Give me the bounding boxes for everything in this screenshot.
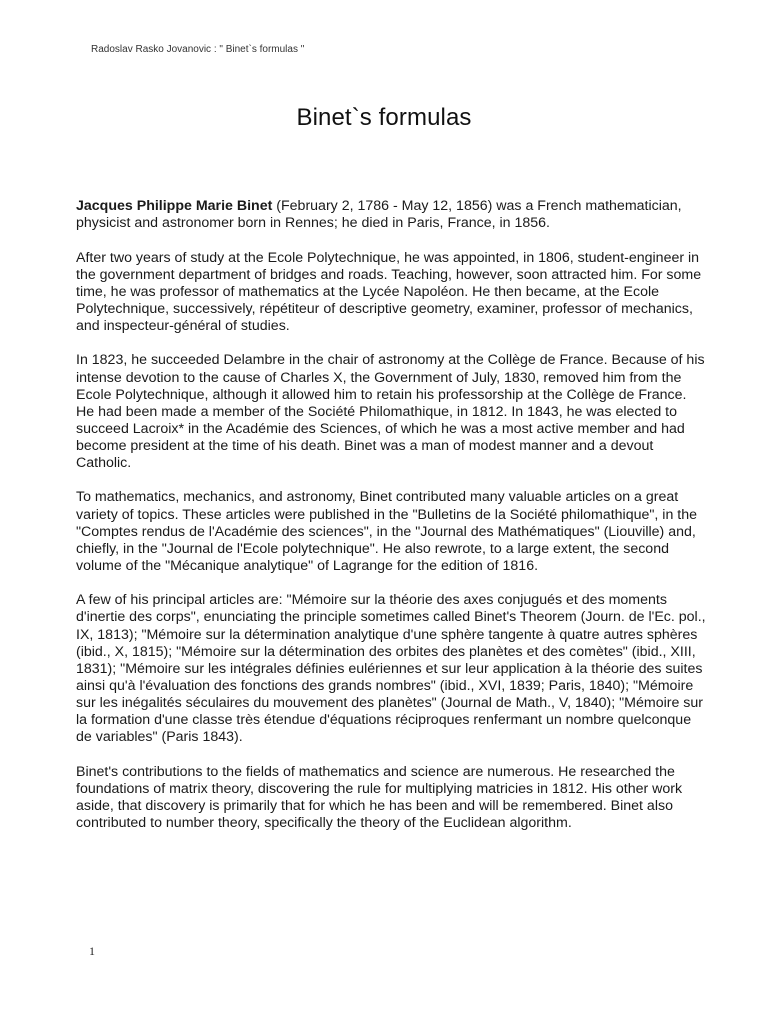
paragraph-publications: To mathematics, mechanics, and astronomy, Binet contributed many valuable articles on a great variety of topics. These articles were published in the "Bulletins de la Société philomathique", in the "Comptes rendus de l'Académie des sciences", in the "Journal des Mathématiques" (Liouville) and, chiefly, in the "Journal de l'Ecole polytechnique". He also rewrote, to a large extent, the second volume of the "Mécanique analytique" of Lagrange for the edition of 1816. [76,489,698,574]
intro-paragraph [76,198,708,232]
paragraph-contributions: Binet's contributions to the fields of mathematics and science are numerous. He researched the foundations of matrix theory, discovering the rule for multiplying matricies in 1812. His other work aside, that discovery is primarily that for which he has been and will be remembered. Binet also contributed to number theory, specifically the theory of the Euclidean algorithm. [76,763,683,831]
page-number: 1 [89,944,95,958]
running-header: Radoslav Rasko Jovanovic : " Binet`s formulas " [91,44,305,55]
subject-name: Jacques Philippe Marie Binet [76,198,273,214]
paragraph-career: In 1823, he succeeded Delambre in the chair of astronomy at the Collège de France. Because of his intense devotion to the cause of Charles X, the Government of July, 1830, removed him from the Ecole Polytechnique, although it allowed him to retain his professorship at the Collège de France. He had been made a member of the Société Philomathique, in 1812. In 1843, he was elected to succeed Lacroix* in the Académie des Sciences, of which he was a most active member and had become president at the time of his death. Binet was a man of modest manner and a devout Catholic. [76,352,705,471]
document-body [76,198,708,849]
paragraph-education: After two years of study at the Ecole Polytechnique, he was appointed, in 1806, student-engineer in the government department of bridges and roads. Teaching, however, soon attracted him. For some time, he was professor of mathematics at the Lycée Napoléon. He then became, at the Ecole Polytechnique, successively, répétiteur of descriptive geometry, examiner, professor of mechanics, and inspecteur-général of studies. [76,249,702,334]
intro-text: (February 2, 1786 - May 12, 1856) was a French mathematician, physicist and astronomer born in Rennes; he died in Paris, France, in 1856. [76,198,682,232]
paragraph-principal-articles: A few of his principal articles are: "Mémoire sur la théorie des axes conjugués et des moments d'inertie des corps", enunciating the principle sometimes called Binet's Theorem (Journ. de l'Ec. pol., IX, 1813); "Mémoire sur la détermination analytique d'une sphère tangente à quatre autres sphères (ibid., X, 1815); "Mémoire sur la détermination des orbites des planètes et des comètes" (ibid., XIII, 1831); "Mémoire sur les intégrales définies eulériennes et sur leur application à la théorie des suites ainsi qu'à l'évaluation des fonctions des grands nombres" (ibid., XVI, 1839; Paris, 1840); "Mémoire sur les inégalités séculaires du mouvement des planètes" (Journal de Math., V, 1840); "Mémoire sur la formation d'une classe très étendue d'équations réciproques renfermant un nombre quelconque de variables" (Paris 1843). [76,592,706,746]
document-title: Binet`s formulas [296,104,472,131]
